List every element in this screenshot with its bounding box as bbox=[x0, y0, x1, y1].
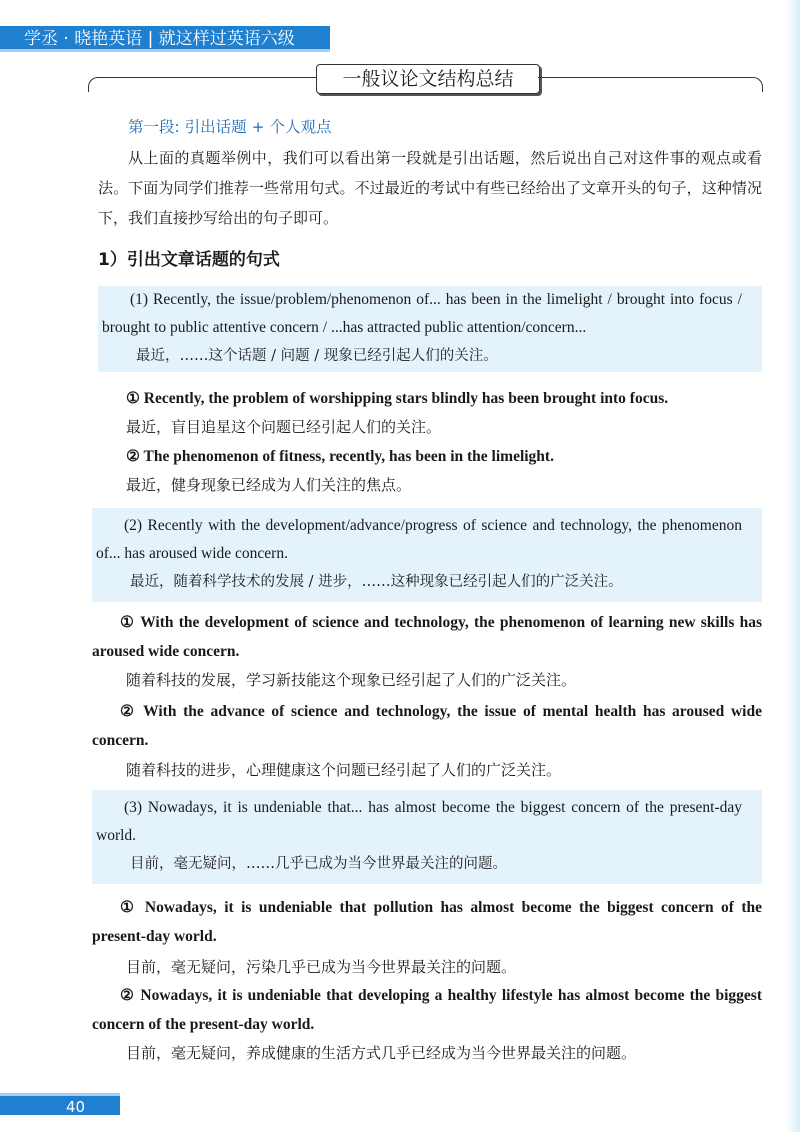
title-rule-right bbox=[538, 77, 753, 78]
example-english: ① Nowadays, it is undeniable that pollution has almost become the biggest concern of the present-day world. bbox=[92, 899, 762, 945]
pattern-english: (3) Nowadays, it is undeniable that... has almost become the biggest concern of the present-day world. bbox=[96, 799, 742, 844]
example-english: ② Nowadays, it is undeniable that developing a healthy lifestyle has almost become the biggest concern of the present-day world. bbox=[92, 987, 762, 1033]
example-chinese: 最近，健身现象已经成为人们关注的焦点。 bbox=[126, 476, 412, 494]
page-number: 40 bbox=[0, 1093, 120, 1115]
section-heading: 第一段: 引出话题 + 个人观点 bbox=[128, 118, 332, 136]
pattern-chinese: 目前，毫无疑问，……几乎已成为当今世界最关注的问题。 bbox=[130, 856, 507, 872]
example-chinese: 最近，盲目追星这个问题已经引起人们的关注。 bbox=[126, 418, 442, 436]
page-edge bbox=[786, 0, 800, 1132]
example-english: ① With the development of science and technology, the phenomenon of learning new skills has aroused wide concern. bbox=[92, 614, 762, 660]
pattern-english: (1) Recently, the issue/problem/phenomenon of... has been in the limelight / brought into focus / brought to public attentive concern / ...has attracted public attention/concern... bbox=[102, 291, 742, 336]
example-english: ① Recently, the problem of worshipping stars blindly has been brought into focus. bbox=[126, 390, 669, 407]
title-rule-right-curl bbox=[752, 77, 763, 92]
page-title: 一般议论文结构总结 bbox=[316, 64, 540, 94]
example-chinese: 目前，毫无疑问，污染几乎已成为当今世界最关注的问题。 bbox=[126, 958, 517, 976]
pattern-english: (2) Recently with the development/advance/progress of science and technology, the phenomenon of... has aroused wide concern. bbox=[96, 517, 742, 562]
pattern-box bbox=[92, 790, 762, 884]
example-chinese: 随着科技的进步，心理健康这个问题已经引起了人们的广泛关注。 bbox=[126, 761, 562, 779]
example-english: ② With the advance of science and technology, the issue of mental health has aroused wide concern. bbox=[92, 703, 762, 749]
title-rule-left-curl bbox=[88, 77, 99, 92]
example-chinese: 目前，毫无疑问，养成健康的生活方式几乎已经成为当今世界最关注的问题。 bbox=[126, 1044, 637, 1062]
pattern-box bbox=[92, 508, 762, 602]
running-header: 学丞 · 晓艳英语 | 就这样过英语六级 bbox=[0, 26, 330, 52]
pattern-chinese: 最近，随着科学技术的发展 / 进步，……这种现象已经引起人们的广泛关注。 bbox=[130, 574, 623, 590]
example-english: ② The phenomenon of fitness, recently, has been in the limelight. bbox=[126, 448, 554, 465]
pattern-chinese: 最近，……这个话题 / 问题 / 现象已经引起人们的关注。 bbox=[136, 348, 498, 364]
pattern-box bbox=[98, 286, 762, 372]
intro-paragraph: 从上面的真题举例中，我们可以看出第一段就是引出话题，然后说出自己对这件事的观点或看法。下面为同学们推荐一些常用句式。不过最近的考试中有些已经给出了文章开头的句子，这种情况下，我们直接抄写给出的句子即可。 bbox=[98, 149, 762, 227]
title-rule-left bbox=[96, 77, 316, 78]
subheading: 1）引出文章话题的句式 bbox=[98, 250, 280, 270]
example-chinese: 随着科技的发展，学习新技能这个现象已经引起了人们的广泛关注。 bbox=[126, 671, 577, 689]
